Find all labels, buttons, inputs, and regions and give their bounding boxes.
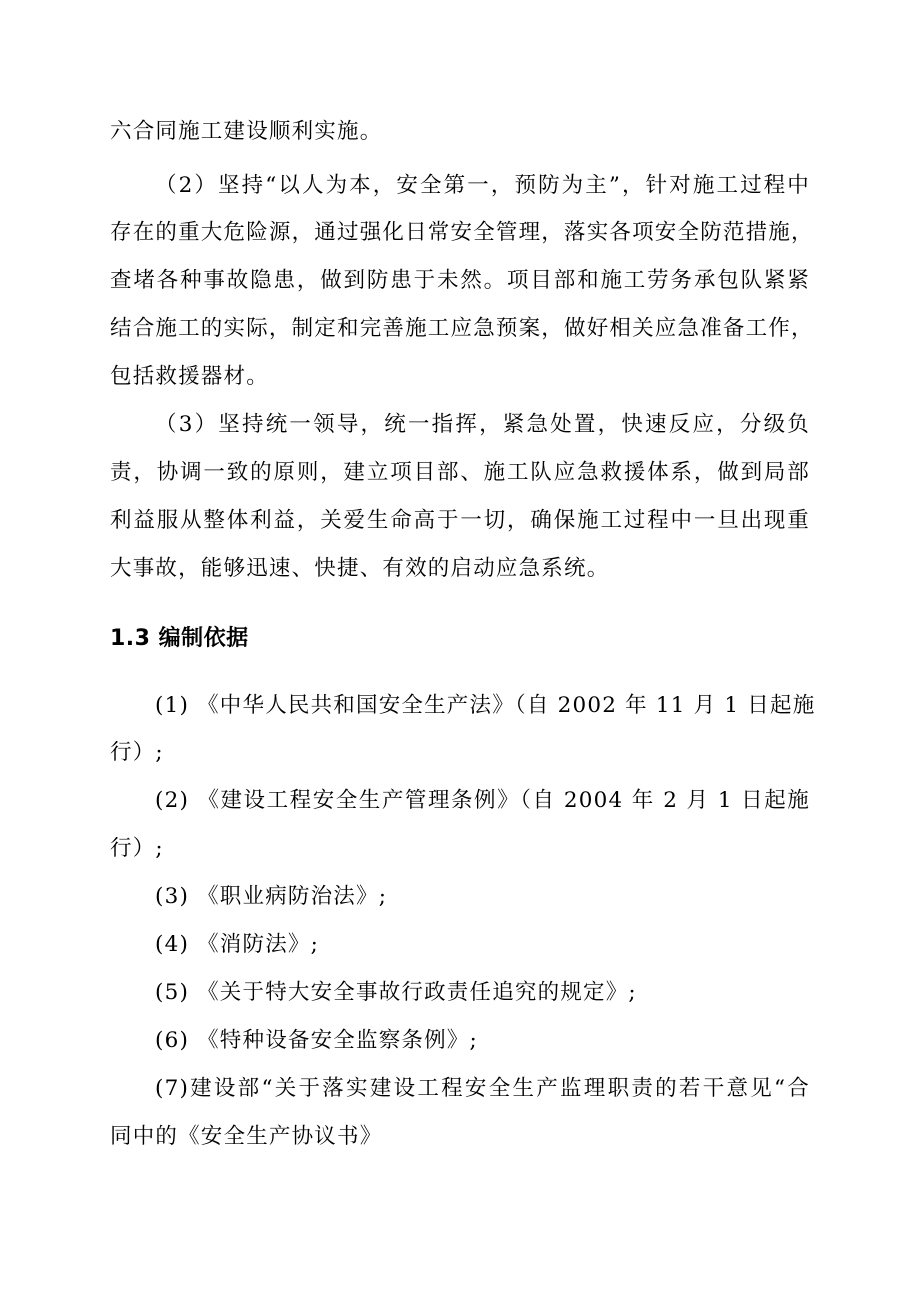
reference-line: 同中的《安全生产协议书》 bbox=[110, 1124, 383, 1149]
body-line: 大事故，能够迅速、快捷、有效的启动应急系统。 bbox=[110, 556, 610, 581]
section-heading: 1.3 编制依据 bbox=[110, 626, 249, 651]
body-line: （3）坚持统一领导，统一指挥，紧急处置，快速反应，分级负 bbox=[155, 412, 810, 437]
reference-line: (6) 《特种设备安全监察条例》; bbox=[155, 1028, 478, 1053]
body-line: 包括救援器材。 bbox=[110, 364, 269, 389]
reference-line: (7)建设部“关于落实建设工程安全生产监理职责的若干意见“合 bbox=[155, 1076, 810, 1101]
reference-line: (1) 《中华人民共和国安全生产法》（自 2002 年 11 月 1 日起施 bbox=[155, 693, 816, 718]
reference-line: (2) 《建设工程安全生产管理条例》（自 2004 年 2 月 1 日起施 bbox=[155, 788, 810, 813]
body-line: 存在的重大危险源，通过强化日常安全管理，落实各项安全防范措施， bbox=[110, 220, 814, 245]
reference-line: (4) 《消防法》; bbox=[155, 932, 320, 957]
body-line: （2）坚持“以人为本，安全第一，预防为主”，针对施工过程中 bbox=[155, 173, 810, 198]
reference-line: (5) 《关于特大安全事故行政责任追究的规定》; bbox=[155, 980, 637, 1005]
reference-line: 行）; bbox=[110, 740, 164, 765]
body-line: 查堵各种事故隐患，做到防患于未然。项目部和施工劳务承包队紧紧 bbox=[110, 268, 810, 293]
body-line: 结合施工的实际，制定和完善施工应急预案，做好相关应急准备工作， bbox=[110, 316, 814, 341]
body-line: 六合同施工建设顺利实施。 bbox=[110, 119, 383, 144]
body-line: 利益服从整体利益，关爱生命高于一切，确保施工过程中一旦出现重 bbox=[110, 508, 810, 533]
reference-line: 行）; bbox=[110, 836, 164, 861]
body-line: 责，协调一致的原则，建立项目部、施工队应急救援体系，做到局部 bbox=[110, 460, 810, 485]
reference-line: (3) 《职业病防治法》; bbox=[155, 884, 388, 909]
